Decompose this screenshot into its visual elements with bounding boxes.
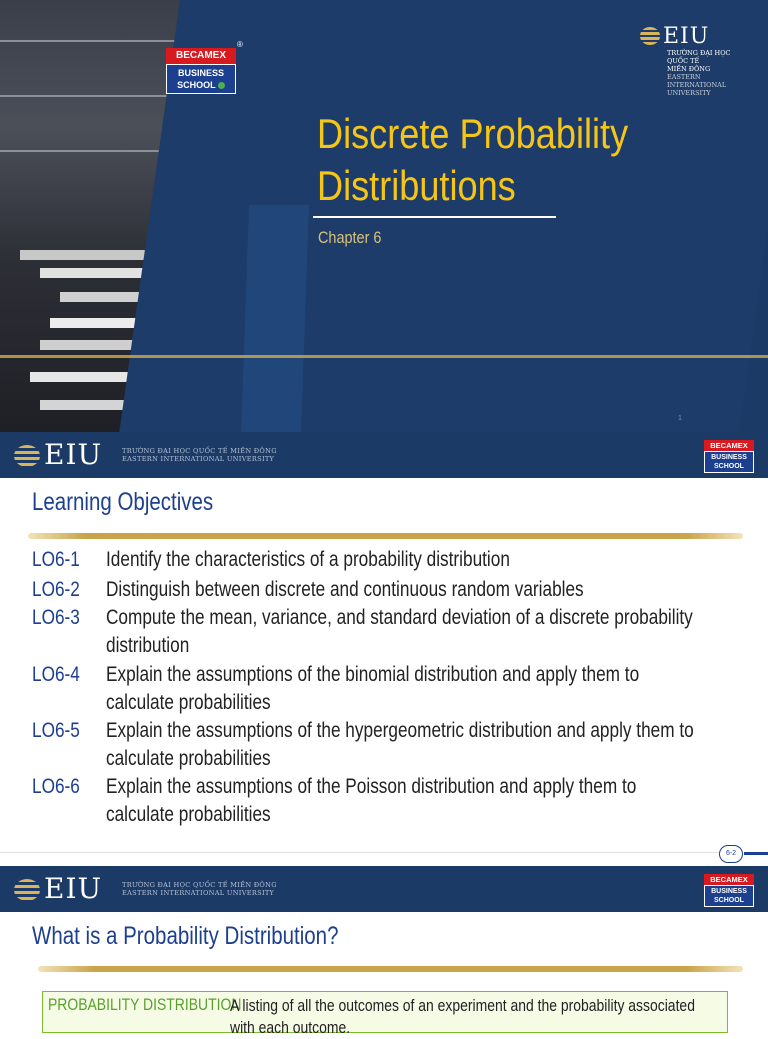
eiu-logo: EIU	[14, 438, 102, 471]
objective-item: LO6-2 Distinguish between discrete and continuous random variables	[32, 578, 584, 601]
section-title: What is a Probability Distribution?	[32, 922, 339, 950]
university-name: TRƯỜNG ĐẠI HỌC QUỐC TẾ MIỀN ĐÔNG EASTERN INTERNATIONAL UNIVERSITY	[122, 881, 277, 897]
title-rule	[38, 966, 743, 972]
becamex-logo: BECAMEX BUSINESS SCHOOL	[704, 440, 754, 473]
slide-header	[0, 866, 768, 912]
university-name: TRƯỜNG ĐẠI HỌC QUỐC TẾ MIỀN ĐÔNG EASTERN INTERNATIONAL UNIVERSITY	[122, 447, 277, 463]
objective-item: LO6-5 Explain the assumptions of the hypergeometric distribution and apply them to calculate probabilities	[32, 719, 694, 770]
definition-term: PROBABILITY DISTRIBUTION	[48, 995, 242, 1014]
page-number: 1	[678, 415, 682, 422]
becamex-logo: BECAMEX BUSINESS SCHOOL	[166, 48, 236, 98]
objective-item: LO6-6 Explain the assumptions of the Poisson distribution and apply them to calculate probabilities	[32, 775, 637, 826]
eiu-logo: EIU TRƯỜNG ĐẠI HỌC QUỐC TẾ MIỀN ĐÔNG EASTERN INTERNATIONAL UNIVERSITY	[640, 24, 767, 97]
title-slide: BECAMEX BUSINESS SCHOOL ® EIU TRƯỜNG ĐẠI HỌC QUỐC TẾ MIỀN ĐÔNG EASTERN INTERNATIONAL UNIVERSITY Discrete Probability Distributions Chapter 6 1	[0, 0, 768, 432]
slide-header	[0, 432, 768, 478]
definition-box	[42, 991, 728, 1037]
eiu-logo: EIU	[14, 872, 102, 905]
objective-item: LO6-1 Identify the characteristics of a probability distribution	[32, 548, 510, 571]
chapter-label: Chapter 6	[318, 228, 382, 247]
section-title: Learning Objectives	[32, 488, 214, 516]
slide-title: Discrete Probability Distributions	[317, 110, 629, 209]
becamex-logo: BECAMEX BUSINESS SCHOOL	[704, 874, 754, 907]
title-underline	[313, 216, 556, 218]
page-number-tag: 6-2	[719, 845, 743, 863]
definition-text: A listing of all the outcomes of an experiment and the probability associated with each outcome.	[230, 996, 695, 1037]
gold-accent-line	[0, 355, 768, 358]
objective-item: LO6-3 Compute the mean, variance, and standard deviation of a discrete probability distribution	[32, 606, 693, 657]
title-rule	[28, 533, 743, 539]
objective-item: LO6-4 Explain the assumptions of the binomial distribution and apply them to calculate probabilities	[32, 663, 640, 714]
